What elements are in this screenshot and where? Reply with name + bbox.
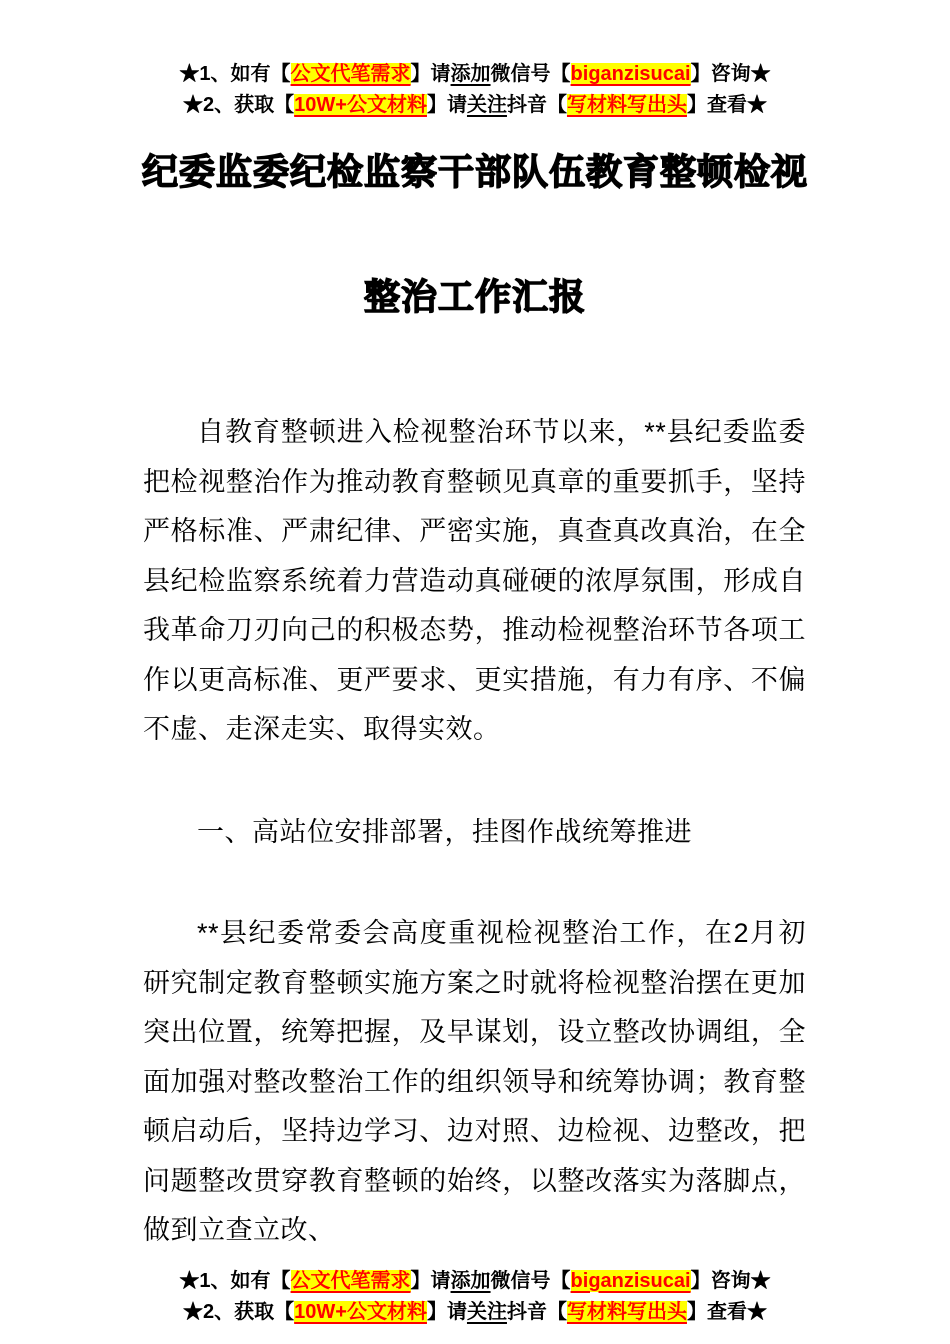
promo-text: ★1、如有【 bbox=[179, 63, 291, 85]
footer-promo bbox=[0, 1266, 950, 1328]
footer-promo-line-2 bbox=[0, 1297, 950, 1328]
highlighted-douyin-id: 写材料写出头 bbox=[566, 94, 687, 116]
highlighted-phrase: 10W+公文材料 bbox=[294, 1300, 427, 1323]
promo-text: 抖音【 bbox=[506, 94, 567, 116]
promo-text: 】请 bbox=[410, 63, 451, 85]
body-paragraph-1: 自教育整顿进入检视整治环节以来，**县纪委监委把检视整治作为推动教育整顿见真章的重要抓手，坚持严格标准、严肃纪律、严密实施，真查真改真治，在全县纪检监察系统着力营造动真碰硬的浓厚氛围，形成自我革命刀刃向己的积极态势，推动检视整治环节各项工作以更高标准、更严要求、更实措施，有力有序、不偏不虚、走深走实、取得实效。 bbox=[143, 417, 806, 744]
promo-text: 抖音【 bbox=[506, 1300, 567, 1323]
promo-text: 微信号【 bbox=[490, 1269, 571, 1292]
document-title-line1: 纪委监委纪检监察干部队伍教育整顿检视 bbox=[141, 151, 808, 192]
promo-text: 】查看★ bbox=[686, 1300, 767, 1323]
highlighted-phrase: 公文代笔需求 bbox=[290, 1269, 411, 1292]
promo-text: 】咨询★ bbox=[690, 1269, 771, 1292]
promo-text: ★1、如有【 bbox=[179, 1269, 291, 1292]
promo-text: 】请 bbox=[410, 1269, 451, 1292]
highlighted-douyin-id: 写材料写出头 bbox=[566, 1300, 687, 1323]
footer-promo-line-1 bbox=[0, 1266, 950, 1297]
highlighted-phrase: 公文代笔需求 bbox=[290, 63, 411, 85]
promo-text: ★2、获取【 bbox=[183, 1300, 295, 1323]
highlighted-phrase: 10W+公文材料 bbox=[294, 94, 427, 116]
promo-text: 微信号【 bbox=[490, 63, 571, 85]
header-promo bbox=[0, 0, 950, 121]
section-heading-1: 一、高站位安排部署，挂图作战统筹推进 bbox=[197, 816, 692, 847]
underlined-word: 添加 bbox=[450, 63, 491, 85]
header-promo-line-2 bbox=[0, 90, 950, 121]
header-promo-line-1 bbox=[0, 59, 950, 90]
underlined-word: 关注 bbox=[466, 1300, 507, 1323]
promo-text: 】咨询★ bbox=[690, 63, 771, 85]
underlined-word: 添加 bbox=[450, 1269, 491, 1292]
document-title-line2: 整治工作汇报 bbox=[363, 276, 586, 317]
promo-text: 】请 bbox=[426, 94, 467, 116]
promo-text: 】查看★ bbox=[686, 94, 767, 116]
promo-text: ★2、获取【 bbox=[183, 94, 295, 116]
highlighted-wechat-id: biganzisucai bbox=[570, 1269, 691, 1292]
body-paragraph-2: **县纪委常委会高度重视检视整治工作，在2月初研究制定教育整顿实施方案之时就将检视整治摆在更加突出位置，统筹把握，及早谋划，设立整改协调组，全面加强对整改整治工作的组织领导和统筹协调；教育整顿启动后，坚持边学习、边对照、边检视、边整改，把问题整改贯穿教育整顿的始终，以整改落实为落脚点，做到立查立改、 bbox=[143, 918, 806, 1245]
underlined-word: 关注 bbox=[466, 94, 507, 116]
promo-text: 】请 bbox=[426, 1300, 467, 1323]
highlighted-wechat-id: biganzisucai bbox=[570, 63, 691, 85]
